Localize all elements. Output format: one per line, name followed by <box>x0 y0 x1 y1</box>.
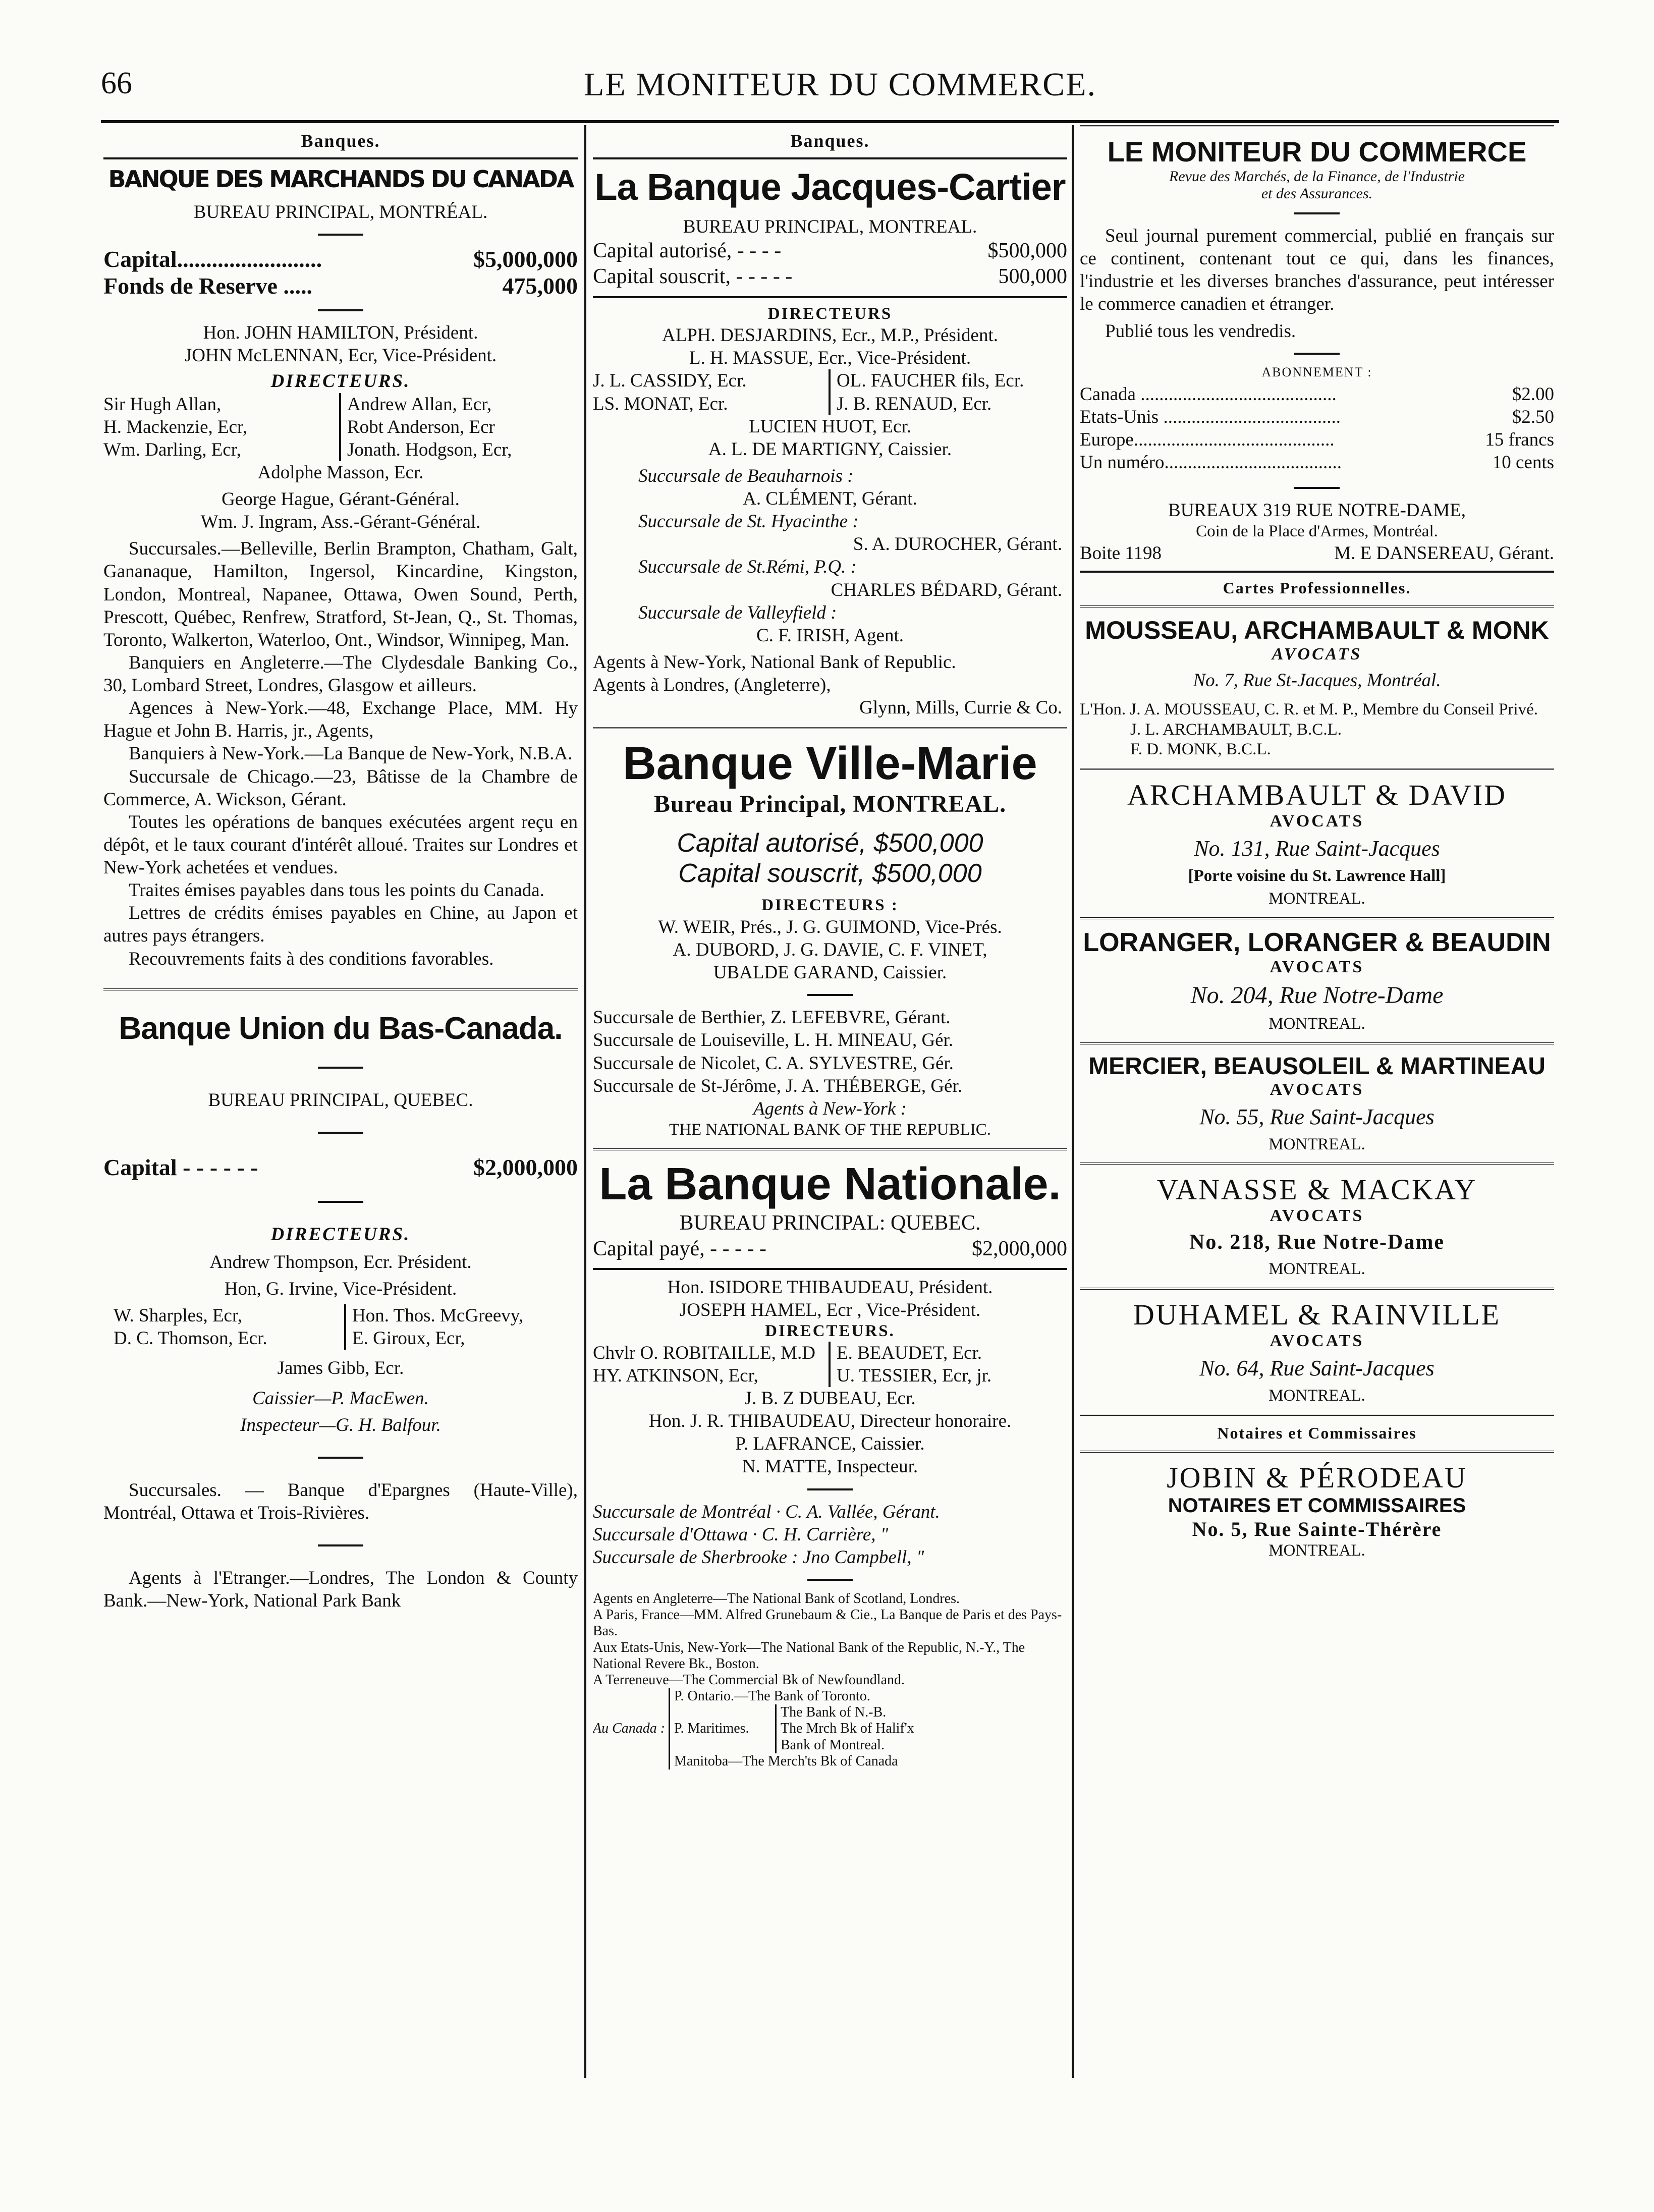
capital-label: Capital payé, - - - - - <box>593 1237 767 1260</box>
branch-title: Succursale de St. Hyacinthe : <box>638 511 859 532</box>
rule <box>1080 1288 1554 1290</box>
director: Jonath. Hodgson, Ecr, <box>347 439 512 460</box>
director: James Gibb, Ecr. <box>277 1358 404 1379</box>
rule <box>318 1067 363 1069</box>
section-heading: Cartes Professionnelles. <box>1223 578 1411 597</box>
branches: Succursales.—Belleville, Berlin Brampton, Chatham, Galt, Gananaque, Hamilton, Ingersol, Kincardine, Kingston, London, Montreal, Napanee, Ottawa, Owen Sound, Perth, Prescott, Québec, Renfrew, Stratford, St-Jean, Q., St. Thomas, Toronto, Walkerton, Waterloo, Ont., Windsor, Winnipeg, Man. <box>103 538 578 650</box>
branch: Succursale de Nicolet, C. A. SYLVESTRE, Gér. <box>593 1053 954 1074</box>
rule <box>318 1544 363 1546</box>
rate-row: Canada .......................................... $2.00 <box>1080 383 1554 405</box>
agent-line: P. Ontario.—The Bank of Toronto. <box>674 1688 870 1704</box>
branches: Succursales. — Banque d'Epargnes (Haute-Ville), Montréal, Ottawa et Trois-Rivières. <box>103 1479 578 1523</box>
firm-role: AVOCATS <box>1270 1206 1364 1226</box>
publication-frequency: Publié tous les vendredis. <box>1105 320 1296 342</box>
capital-label: Capital......................... <box>103 246 322 272</box>
capital-line <box>103 1154 578 1181</box>
directors-line: W. WEIR, Prés., J. G. GUIMOND, Vice-Prés. <box>658 916 1002 937</box>
column-1 <box>103 125 578 2091</box>
header-rule <box>101 120 1559 123</box>
rate-row: Un numéro...................................... 10 cents <box>1080 452 1554 473</box>
business-card <box>1080 1298 1554 1406</box>
agent-line: The Bank of N.-B. <box>781 1704 887 1721</box>
branch-manager: A. CLÉMENT, Gérant. <box>743 488 917 510</box>
bank-name: BANQUE DES MARCHANDS DU CANADA <box>108 165 573 193</box>
agents-london-name: Glynn, Mills, Currie & Co. <box>859 697 1062 718</box>
director: J. B. Z DUBEAU, Ecr. <box>744 1388 916 1409</box>
firm-city: MONTREAL. <box>1269 1135 1365 1153</box>
column-3 <box>1080 125 1554 2091</box>
bank-name: La Banque Nationale. <box>599 1158 1061 1209</box>
bank-listing <box>103 1011 578 1613</box>
cashier: A. L. DE MARTIGNY, Caissier. <box>708 438 952 460</box>
agencies-newyork: Agences à New-York.—48, Exchange Place, MM. Hy Hague et John B. Harris, jr., Agents, <box>103 698 578 742</box>
subscription-rates <box>1080 380 1554 477</box>
business-card <box>1080 616 1554 760</box>
capital-line <box>593 264 1067 290</box>
director: LS. MONAT, Ecr. <box>593 393 728 414</box>
agent-line: Aux Etats-Unis, New-York—The National Bank of the Republic, N.-Y., The National Revere Bk., Boston. <box>593 1639 1025 1672</box>
publication-description: Seul journal purement commercial, publié en français sur ce continent, contenant tout ce qui, dans les finances, l'industrie et les diverses branches d'assurance, peut intéresser le commerce canadien et étranger. <box>1080 226 1554 315</box>
rule <box>1294 212 1340 214</box>
section-heading: Banques. <box>301 131 380 151</box>
president: Hon. JOHN HAMILTON, Président. <box>203 322 478 344</box>
firm-role: AVOCATS <box>1270 811 1364 831</box>
agents-newyork: Agents à New-York, National Bank of Republic. <box>593 651 956 673</box>
cashier: P. LAFRANCE, Caissier. <box>735 1433 925 1455</box>
bureau: BUREAU PRINCIPAL, QUEBEC. <box>208 1089 473 1111</box>
firm-role: AVOCATS <box>1270 1080 1364 1099</box>
bank-listing <box>103 165 578 970</box>
director: OL. FAUCHER fils, Ecr. <box>837 370 1024 392</box>
director: E. Giroux, Ecr, <box>352 1328 465 1349</box>
agent-line: Agents en Angleterre—The National Bank of Scotland, Londres. <box>593 1590 960 1607</box>
rule <box>593 296 1067 298</box>
bankers-england: Banquiers en Angleterre.—The Clydesdale Banking Co., 30, Lombard Street, Londres, Glasgow et ailleurs. <box>103 652 578 696</box>
reserve-value: 475,000 <box>502 273 578 299</box>
business-card <box>1080 1461 1554 1561</box>
cashier: UBALDE GARAND, Caissier. <box>713 962 947 983</box>
branch: Succursale d'Ottawa · C. H. Carrière, " <box>593 1524 889 1545</box>
vice-president: Hon, G. Irvine, Vice-Président. <box>224 1279 457 1299</box>
branch-manager: CHARLES BÉDARD, Gérant. <box>831 579 1062 600</box>
rate-row: Europe........................................... 15 francs <box>1080 429 1554 450</box>
bank-name: La Banque Jacques-Cartier <box>594 166 1066 208</box>
canada-agents <box>593 1688 1067 1769</box>
publication-subtitle: Revue des Marchés, de la Finance, de l'Industrie <box>1169 168 1465 185</box>
reserve-line <box>103 272 578 299</box>
firm-name: MERCIER, BEAUSOLEIL & MARTINEAU <box>1088 1053 1546 1080</box>
notice: Lettres de crédits émises payables en Chine, au Japon et autres pays étrangers. <box>103 903 578 947</box>
president: ALPH. DESJARDINS, Ecr., M.P., Président. <box>661 325 999 346</box>
agents-london: Agents à Londres, (Angleterre), <box>593 675 831 696</box>
bankers-newyork: Banquiers à New-York.—La Banque de New-York, N.B.A. <box>129 743 573 764</box>
rule <box>1080 917 1554 919</box>
firm-name: DUHAMEL & RAINVILLE <box>1133 1298 1501 1331</box>
branch: Succursale de Sherbrooke : Jno Campbell, " <box>593 1546 924 1568</box>
branch-chicago: Succursale de Chicago.—23, Bâtisse de la Chambre de Commerce, A. Wickson, Gérant. <box>103 766 578 810</box>
business-card <box>1080 927 1554 1034</box>
honorary-director: Hon. J. R. THIBAUDEAU, Directeur honoraire. <box>648 1411 1012 1432</box>
bank-listing <box>593 165 1067 719</box>
director: H. Mackenzie, Ecr, <box>103 416 248 437</box>
director: J. L. CASSIDY, Ecr. <box>593 370 747 392</box>
directors-list <box>103 1304 578 1350</box>
section-heading: Banques. <box>790 131 870 151</box>
capital-subscribed: Capital souscrit, $500,000 <box>678 859 982 889</box>
directors-list <box>593 1342 1067 1387</box>
director: LUCIEN HUOT, Ecr. <box>749 416 911 437</box>
business-card <box>1080 778 1554 909</box>
firm-address: No. 218, Rue Notre-Dame <box>1189 1231 1445 1254</box>
firm-city: MONTREAL. <box>1269 1386 1365 1405</box>
subscription-heading: ABONNEMENT : <box>1261 364 1372 379</box>
business-card <box>1080 1173 1554 1280</box>
manager: M. E DANSEREAU, Gérant. <box>1334 542 1554 564</box>
firm-address: No. 64, Rue Saint-Jacques <box>1199 1355 1435 1380</box>
agent-line: A Paris, France—MM. Alfred Grunebaum & Cie., La Banque de Paris et des Pays-Bas. <box>593 1607 1062 1639</box>
firm-role: AVOCATS <box>1270 957 1364 976</box>
branch: Succursale de Louiseville, L. H. MINEAU, Gér. <box>593 1030 954 1051</box>
directors-heading: DIRECTEURS : <box>761 896 899 915</box>
foreign-agents: Agents à l'Etranger.—Londres, The London & County Bank.—New-York, National Park Bank <box>103 1568 578 1612</box>
firm-role: AVOCATS <box>1270 1331 1364 1350</box>
director: Adolphe Masson, Ecr. <box>257 462 424 483</box>
publication-subtitle: et des Assurances. <box>1261 185 1373 202</box>
directors-line: A. DUBORD, J. G. DAVIE, C. F. VINET, <box>673 939 987 961</box>
bureau: BUREAU PRINCIPAL, MONTRÉAL. <box>193 202 488 223</box>
firm-address: No. 5, Rue Sainte-Thérère <box>1192 1518 1442 1541</box>
vice-president: L. H. MASSUE, Ecr., Vice-Président. <box>689 348 971 369</box>
firm-name: VANASSE & MACKAY <box>1156 1173 1477 1206</box>
notice: Toutes les opérations de banques exécutées argent reçu en dépôt, et le taux courant d'intérêt alloué. Traites sur Londres et New-York achetées et vendues. <box>103 811 578 878</box>
firm-role: AVOCATS <box>1272 644 1362 663</box>
branch-title: Succursale de Valleyfield : <box>638 602 837 623</box>
directors-heading: DIRECTEURS. <box>270 371 411 392</box>
director: Andrew Allan, Ecr, <box>347 394 492 415</box>
firm-city: MONTREAL. <box>1269 890 1365 908</box>
capital-line <box>593 1236 1067 1262</box>
director: W. Sharples, Ecr, <box>114 1305 243 1326</box>
rate-row: Etats-Unis ...................................... $2.50 <box>1080 406 1554 427</box>
directors-heading: DIRECTEURS. <box>765 1322 895 1341</box>
firm-name: LORANGER, LORANGER & BEAUDIN <box>1083 927 1551 957</box>
firm-address: No. 131, Rue Saint-Jacques <box>1194 836 1440 861</box>
page-header <box>101 66 1579 121</box>
capital-label: Capital autorisé, - - - - <box>593 239 782 263</box>
rule <box>103 988 578 990</box>
agent-line: P. Maritimes. <box>674 1721 749 1737</box>
agent-line: Bank of Montreal. <box>781 1737 885 1753</box>
rule <box>1080 571 1554 573</box>
director: Chvlr O. ROBITAILLE, M.D <box>593 1342 816 1363</box>
capital-value: $500,000 <box>987 239 1067 263</box>
capital-label: Capital souscrit, - - - - - <box>593 265 793 289</box>
directors-list <box>593 369 1067 415</box>
director: Robt Anderson, Ecr <box>347 416 495 437</box>
firm-name: MOUSSEAU, ARCHAMBAULT & MONK <box>1085 616 1549 644</box>
vice-president: JOSEPH HAMEL, Ecr , Vice-Président. <box>679 1300 981 1321</box>
rule <box>593 1268 1067 1270</box>
rule <box>593 157 1067 159</box>
capital-authorized: Capital autorisé, $500,000 <box>677 828 983 858</box>
director: Sir Hugh Allan, <box>103 394 222 415</box>
firm-city: MONTREAL. <box>1269 1015 1365 1033</box>
capital-value: $2,000,000 <box>972 1237 1067 1260</box>
rule <box>1294 353 1340 355</box>
firm-city: MONTREAL. <box>1269 1260 1365 1279</box>
box-line <box>1080 542 1554 565</box>
firm-name: JOBIN & PÉRODEAU <box>1167 1461 1467 1495</box>
publication-title: LE MONITEUR DU COMMERCE <box>1107 136 1527 168</box>
column-divider <box>584 125 586 2078</box>
firm-address: No. 204, Rue Notre-Dame <box>1190 981 1444 1009</box>
canada-label: Au Canada : <box>593 1721 666 1737</box>
branch-manager: S. A. DUROCHER, Gérant. <box>853 534 1062 555</box>
capital-line <box>593 238 1067 264</box>
rule <box>593 1148 1067 1150</box>
firm-name: ARCHAMBAULT & DAVID <box>1127 778 1507 811</box>
firm-note: [Porte voisine du St. Lawrence Hall] <box>1188 866 1446 885</box>
agent-line: The Mrch Bk of Halif'x <box>781 1721 914 1737</box>
rule <box>318 234 363 236</box>
director: J. B. RENAUD, Ecr. <box>837 393 992 414</box>
rule <box>1080 605 1554 607</box>
director: E. BEAUDET, Ecr. <box>837 1342 982 1363</box>
agent-line: Manitoba—The Merch'ts Bk of Canada <box>674 1753 898 1769</box>
rule <box>1080 768 1554 770</box>
notice: Recouvrements faits à des conditions favorables. <box>129 948 494 969</box>
branch-manager: C. F. IRISH, Agent. <box>756 625 904 646</box>
branch-title: Succursale de Beauharnois : <box>638 465 854 486</box>
bureau: BUREAU PRINCIPAL, MONTREAL. <box>683 216 977 237</box>
cashier: Caissier—P. MacEwen. <box>252 1388 429 1409</box>
bank-listing <box>593 737 1067 1140</box>
capital-value: $2,000,000 <box>473 1154 578 1180</box>
directors-list <box>103 393 578 461</box>
capital-line <box>103 246 578 272</box>
rule <box>807 1488 853 1490</box>
agent-line: A Terreneuve—The Commercial Bk of Newfoundland. <box>593 1672 905 1688</box>
firm-role: NOTAIRES ET COMMISSAIRES <box>1168 1495 1466 1517</box>
partner: L'Hon. J. A. MOUSSEAU, C. R. et M. P., Membre du Conseil Privé. <box>1080 700 1538 719</box>
partner: J. L. ARCHAMBAULT, B.C.L. <box>1130 720 1342 739</box>
branch: Succursale de Montréal · C. A. Vallée, Gérant. <box>593 1501 940 1522</box>
director: U. TESSIER, Ecr, jr. <box>837 1365 992 1386</box>
rule <box>1080 1042 1554 1044</box>
reserve-label: Fonds de Reserve ..... <box>103 273 312 299</box>
rule <box>1080 1414 1554 1416</box>
inspector: Inspecteur—G. H. Balfour. <box>240 1414 441 1435</box>
rule <box>1080 1451 1554 1453</box>
firm-address: No. 7, Rue St-Jacques, Montréal. <box>1193 670 1441 691</box>
bureau: BUREAU PRINCIPAL: QUEBEC. <box>679 1211 981 1235</box>
branch: Succursale de St-Jérôme, J. A. THÉBERGE, Gér. <box>593 1075 962 1096</box>
branch: Succursale de Berthier, Z. LEFEBVRE, Gérant. <box>593 1007 951 1028</box>
capital-value: $5,000,000 <box>473 246 578 272</box>
director: Wm. Darling, Ecr, <box>103 439 241 460</box>
bank-listing <box>593 1158 1067 1770</box>
director: D. C. Thomson, Ecr. <box>114 1328 267 1349</box>
column-2 <box>593 125 1067 2091</box>
capital-value: 500,000 <box>998 265 1067 289</box>
directors-heading: DIRECTEURS. <box>270 1224 411 1245</box>
assistant-manager: Wm. J. Ingram, Ass.-Gérant-Général. <box>200 512 481 533</box>
president: Hon. ISIDORE THIBAUDEAU, Président. <box>667 1277 993 1298</box>
firm-address: No. 55, Rue Saint-Jacques <box>1199 1104 1435 1129</box>
capital-label: Capital - - - - - - <box>103 1154 258 1180</box>
bank-name: Banque Union du Bas-Canada. <box>119 1011 563 1046</box>
office-corner: Coin de la Place d'Armes, Montréal. <box>1196 522 1438 541</box>
box-number: Boite 1198 <box>1080 542 1162 564</box>
rule <box>103 157 578 159</box>
page-title: LE MONITEUR DU COMMERCE. <box>584 66 1096 103</box>
directors-heading: DIRECTEURS <box>767 304 893 323</box>
branch-title: Succursale de St.Rémi, P.Q. : <box>638 557 857 578</box>
bank-name: Banque Ville-Marie <box>623 738 1037 790</box>
rule <box>318 1132 363 1134</box>
director: HY. ATKINSON, Ecr, <box>593 1365 758 1386</box>
general-manager: George Hague, Gérant-Général. <box>222 489 460 510</box>
inspector: N. MATTE, Inspecteur. <box>742 1456 918 1477</box>
agents-newyork-name: THE NATIONAL BANK OF THE REPUBLIC. <box>669 1120 991 1139</box>
rule <box>807 994 853 996</box>
column-divider <box>1072 125 1074 2078</box>
vice-president: JOHN McLENNAN, Ecr, Vice-Président. <box>184 345 497 366</box>
foreign-agents <box>593 1591 1067 1769</box>
rule <box>318 1201 363 1203</box>
rule <box>1294 487 1340 489</box>
business-card <box>1080 1053 1554 1154</box>
rule <box>318 1457 363 1459</box>
rule <box>318 309 363 311</box>
page-number: 66 <box>101 66 132 100</box>
bureau: Bureau Principal, MONTREAL. <box>653 791 1007 818</box>
president: Andrew Thompson, Ecr. Président. <box>209 1251 472 1273</box>
rule <box>593 727 1067 729</box>
office-address: BUREAUX 319 RUE NOTRE-DAME, <box>1168 500 1466 521</box>
notice: Traites émises payables dans tous les points du Canada. <box>129 880 544 901</box>
rule <box>1080 125 1554 127</box>
section-heading: Notaires et Commissaires <box>1217 1424 1417 1443</box>
partner: F. D. MONK, B.C.L. <box>1130 740 1271 759</box>
director: Hon. Thos. McGreevy, <box>352 1305 524 1326</box>
agents-newyork: Agents à New-York : <box>753 1098 907 1119</box>
rule <box>1080 1163 1554 1165</box>
rule <box>807 1579 853 1581</box>
firm-city: MONTREAL. <box>1269 1541 1365 1560</box>
